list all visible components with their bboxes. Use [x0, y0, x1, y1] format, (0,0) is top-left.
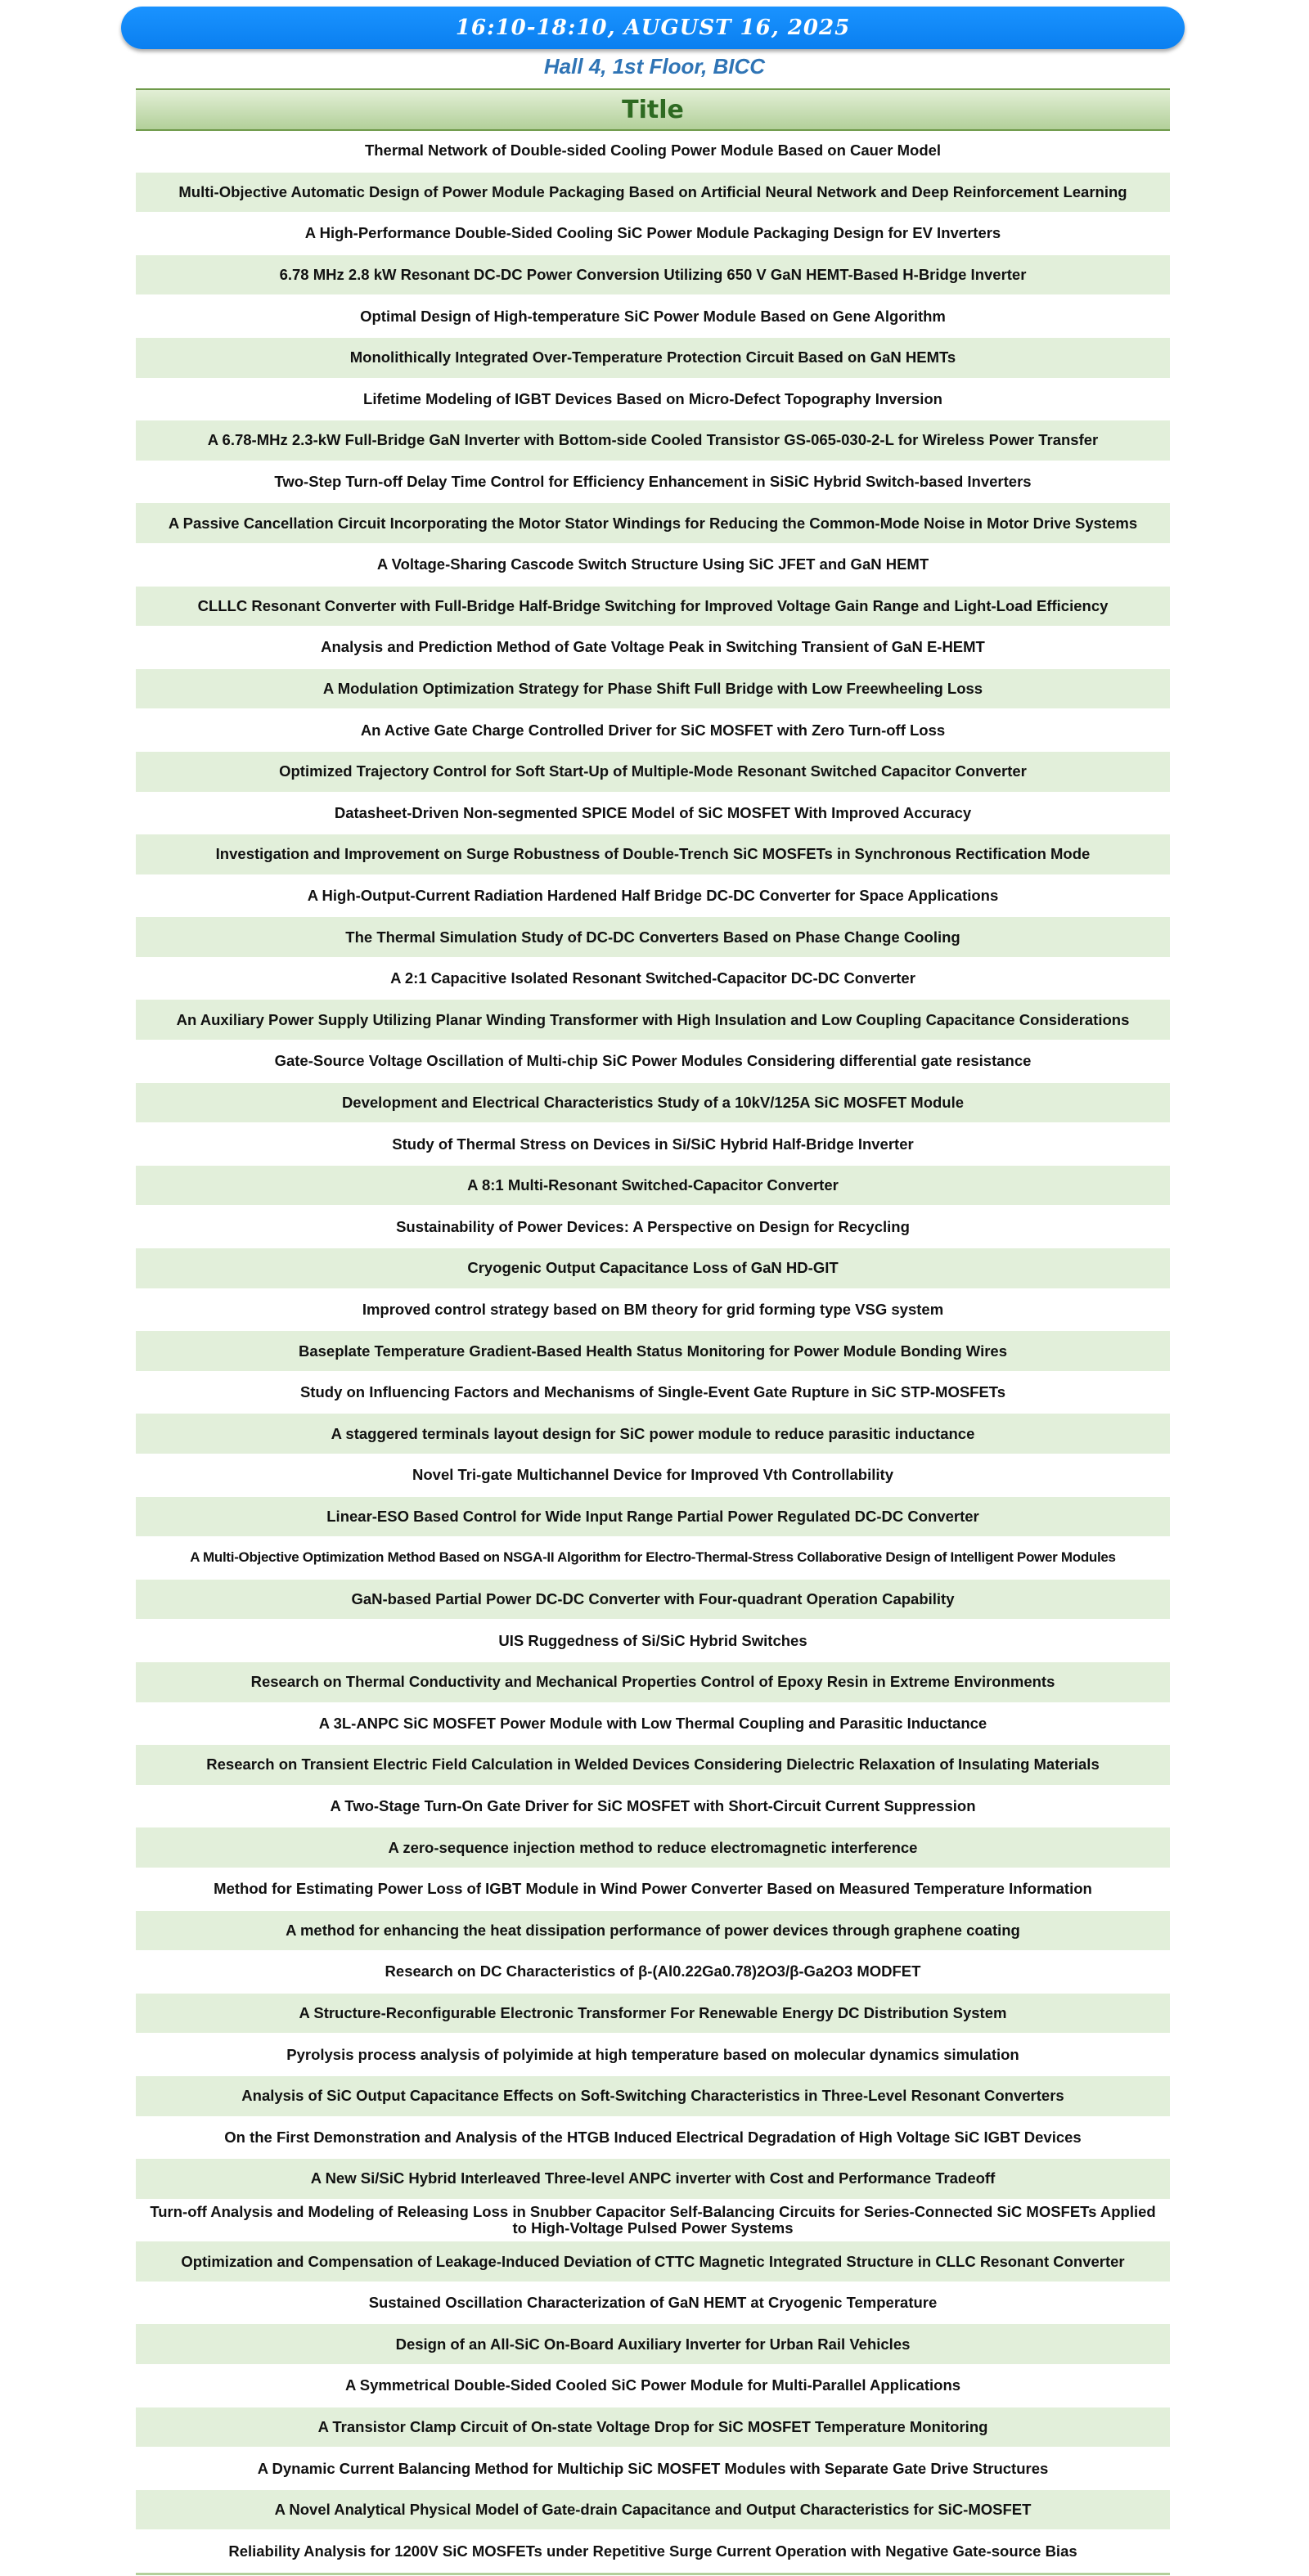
paper-title-row: CLLLC Resonant Converter with Full-Bridge Half-Bridge Switching for Improved Voltage Gain Range and Light-Load Efficiency: [136, 587, 1170, 628]
paper-title-row: Research on Thermal Conductivity and Mechanical Properties Control of Epoxy Resin in Extreme Environments: [136, 1662, 1170, 1704]
paper-title-row: Sustainability of Power Devices: A Perspective on Design for Recycling: [136, 1207, 1170, 1248]
paper-title-row: A staggered terminals layout design for SiC power module to reduce parasitic inductance: [136, 1414, 1170, 1455]
session-time-banner: 16:10-18:10, AUGUST 16, 2025: [121, 7, 1185, 49]
paper-title-row: Optimized Trajectory Control for Soft Start-Up of Multiple-Mode Resonant Switched Capacitor Converter: [136, 752, 1170, 793]
paper-title-row: A method for enhancing the heat dissipation performance of power devices through graphene coating: [136, 1911, 1170, 1953]
paper-title-row: Multi-Objective Automatic Design of Power Module Packaging Based on Artificial Neural Network and Deep Reinforcement Learning: [136, 173, 1170, 214]
paper-title-row: A 2:1 Capacitive Isolated Resonant Switched-Capacitor DC-DC Converter: [136, 959, 1170, 1000]
paper-title-row: Novel Tri-gate Multichannel Device for Improved Vth Controllability: [136, 1455, 1170, 1497]
paper-title-row: 6.78 MHz 2.8 kW Resonant DC-DC Power Conversion Utilizing 650 V GaN HEMT-Based H-Bridge Inverter: [136, 255, 1170, 297]
paper-title-row: A Structure-Reconfigurable Electronic Transformer For Renewable Energy DC Distribution System: [136, 1994, 1170, 2035]
paper-title-row: A 3L-ANPC SiC MOSFET Power Module with Low Thermal Coupling and Parasitic Inductance: [136, 1704, 1170, 1746]
paper-title-row: Research on Transient Electric Field Calculation in Welded Devices Considering Dielectric Relaxation of Insulating Materials: [136, 1745, 1170, 1787]
paper-title-row: An Auxiliary Power Supply Utilizing Planar Winding Transformer with High Insulation and Low Coupling Capacitance Considerations: [136, 1000, 1170, 1041]
paper-title-row: On the First Demonstration and Analysis of the HTGB Induced Electrical Degradation of High Voltage SiC IGBT Devices: [136, 2118, 1170, 2160]
table-header-title: Title: [136, 88, 1170, 131]
paper-title-row: Research on DC Characteristics of β-(Al0.22Ga0.78)2O3/β-Ga2O3 MODFET: [136, 1952, 1170, 1994]
paper-title-row: A Dynamic Current Balancing Method for Multichip SiC MOSFET Modules with Separate Gate Drive Structures: [136, 2448, 1170, 2490]
paper-title-row: Optimal Design of High-temperature SiC Power Module Based on Gene Algorithm: [136, 296, 1170, 338]
paper-title-row: A Passive Cancellation Circuit Incorporating the Motor Stator Windings for Reducing the Common-Mode Noise in Motor Drive Systems: [136, 503, 1170, 545]
paper-title-row: A Novel Analytical Physical Model of Gate-drain Capacitance and Output Characteristics for SiC-MOSFET: [136, 2490, 1170, 2532]
paper-title-row: A zero-sequence injection method to reduce electromagnetic interference: [136, 1827, 1170, 1869]
paper-title-row: Study on Influencing Factors and Mechanisms of Single-Event Gate Rupture in SiC STP-MOSFETs: [136, 1373, 1170, 1414]
paper-title-row: A Voltage-Sharing Cascode Switch Structure Using SiC JFET and GaN HEMT: [136, 545, 1170, 587]
paper-title-row: A Multi-Objective Optimization Method Based on NSGA-II Algorithm for Electro-Thermal-Stress Collaborative Design of Intelligent Power Modules: [136, 1538, 1170, 1580]
paper-title-row: A Two-Stage Turn-On Gate Driver for SiC MOSFET with Short-Circuit Current Suppression: [136, 1787, 1170, 1828]
paper-title-row: Baseplate Temperature Gradient-Based Health Status Monitoring for Power Module Bonding Wires: [136, 1331, 1170, 1373]
paper-title-row: Pyrolysis process analysis of polyimide at high temperature based on molecular dynamics simulation: [136, 2034, 1170, 2076]
paper-title-row: Improved control strategy based on BM theory for grid forming type VSG system: [136, 1290, 1170, 1332]
paper-title-row: A Transistor Clamp Circuit of On-state Voltage Drop for SiC MOSFET Temperature Monitoring: [136, 2407, 1170, 2449]
paper-title-row: GaN-based Partial Power DC-DC Converter with Four-quadrant Operation Capability: [136, 1580, 1170, 1621]
paper-title-row: Design of an All-SiC On-Board Auxiliary Inverter for Urban Rail Vehicles: [136, 2324, 1170, 2366]
paper-title-row: A 6.78-MHz 2.3-kW Full-Bridge GaN Inverter with Bottom-side Cooled Transistor GS-065-030-2-L for Wireless Power Transfer: [136, 420, 1170, 462]
paper-title-row: Method for Estimating Power Loss of IGBT Module in Wind Power Converter Based on Measured Temperature Information: [136, 1869, 1170, 1911]
paper-title-row: Datasheet-Driven Non-segmented SPICE Model of SiC MOSFET With Improved Accuracy: [136, 793, 1170, 835]
paper-title-row: Monolithically Integrated Over-Temperature Protection Circuit Based on GaN HEMTs: [136, 338, 1170, 380]
paper-title-row: A High-Output-Current Radiation Hardened Half Bridge DC-DC Converter for Space Applications: [136, 876, 1170, 918]
table-bottom-rule: [136, 2573, 1170, 2575]
paper-title-row: Development and Electrical Characteristics Study of a 10kV/125A SiC MOSFET Module: [136, 1083, 1170, 1125]
paper-title-row: Reliability Analysis for 1200V SiC MOSFETs under Repetitive Surge Current Operation with Negative Gate-source Bias: [136, 2531, 1170, 2573]
paper-title-row: A 8:1 Multi-Resonant Switched-Capacitor Converter: [136, 1166, 1170, 1207]
paper-title-row: Two-Step Turn-off Delay Time Control for Efficiency Enhancement in SiSiC Hybrid Switch-based Inverters: [136, 462, 1170, 504]
session-location: Hall 4, 1st Floor, BICC: [543, 54, 766, 79]
paper-title-row: Cryogenic Output Capacitance Loss of GaN HD-GIT: [136, 1248, 1170, 1290]
paper-title-row: Optimization and Compensation of Leakage-Induced Deviation of CTTC Magnetic Integrated Structure in CLLC Resonant Converter: [136, 2241, 1170, 2283]
paper-title-row: Investigation and Improvement on Surge Robustness of Double-Trench SiC MOSFETs in Synchronous Rectification Mode: [136, 834, 1170, 876]
paper-title-row: Lifetime Modeling of IGBT Devices Based on Micro-Defect Topography Inversion: [136, 380, 1170, 421]
paper-title-row: A High-Performance Double-Sided Cooling SiC Power Module Packaging Design for EV Inverters: [136, 214, 1170, 255]
paper-title-list: [136, 131, 1170, 2575]
paper-title-row: A New Si/SiC Hybrid Interleaved Three-level ANPC inverter with Cost and Performance Tradeoff: [136, 2159, 1170, 2201]
paper-title-row: The Thermal Simulation Study of DC-DC Converters Based on Phase Change Cooling: [136, 917, 1170, 959]
paper-title-row: Gate-Source Voltage Oscillation of Multi-chip SiC Power Modules Considering differential gate resistance: [136, 1041, 1170, 1083]
paper-title-row: Study of Thermal Stress on Devices in Si/SiC Hybrid Half-Bridge Inverter: [136, 1124, 1170, 1166]
paper-title-row: An Active Gate Charge Controlled Driver for SiC MOSFET with Zero Turn-off Loss: [136, 710, 1170, 752]
paper-title-row: Turn-off Analysis and Modeling of Releasing Loss in Snubber Capacitor Self-Balancing Circuits for Series-Connected SiC MOSFETs Applied to High-Voltage Pulsed Power Systems: [136, 2201, 1170, 2242]
paper-title-row: Sustained Oscillation Characterization of GaN HEMT at Cryogenic Temperature: [136, 2283, 1170, 2325]
paper-title-row: Analysis of SiC Output Capacitance Effects on Soft-Switching Characteristics in Three-Level Resonant Converters: [136, 2076, 1170, 2118]
paper-title-row: Linear-ESO Based Control for Wide Input Range Partial Power Regulated DC-DC Converter: [136, 1497, 1170, 1539]
paper-title-row: Analysis and Prediction Method of Gate Voltage Peak in Switching Transient of GaN E-HEMT: [136, 627, 1170, 669]
paper-title-row: A Modulation Optimization Strategy for Phase Shift Full Bridge with Low Freewheeling Loss: [136, 669, 1170, 711]
paper-title-row: Thermal Network of Double-sided Cooling Power Module Based on Cauer Model: [136, 131, 1170, 173]
paper-title-row: A Symmetrical Double-Sided Cooled SiC Power Module for Multi-Parallel Applications: [136, 2366, 1170, 2407]
paper-title-row: UIS Ruggedness of Si/SiC Hybrid Switches: [136, 1621, 1170, 1662]
